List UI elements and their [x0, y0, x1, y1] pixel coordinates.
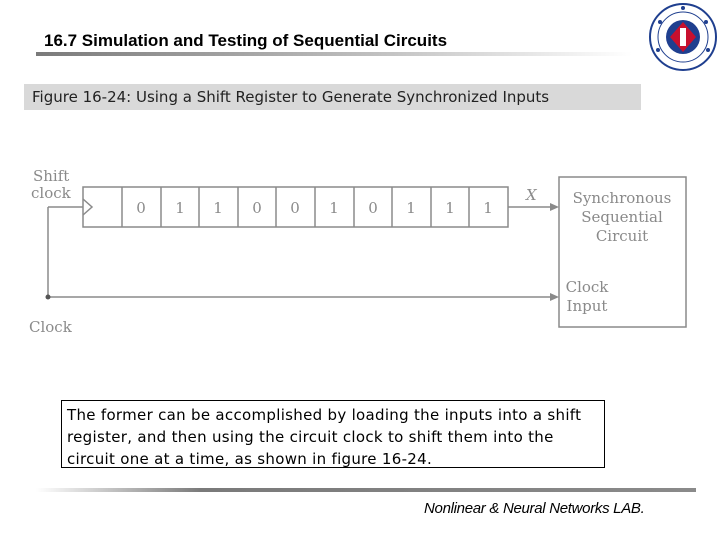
bit-cell: 0 — [368, 199, 378, 217]
circuit-label-line1: Synchronous — [572, 189, 672, 207]
bit-cell: 1 — [213, 199, 223, 217]
shift-label: Shift — [33, 167, 70, 185]
output-x-label: X — [526, 186, 537, 204]
circuit-label-line2: Sequential — [581, 208, 663, 226]
clock-source-label: Clock — [29, 318, 72, 336]
circuit-label-line3: Circuit — [595, 227, 649, 245]
bit-cell: 0 — [252, 199, 262, 217]
bit-cell: 0 — [136, 199, 146, 217]
bit-cell: 1 — [445, 199, 455, 217]
bit-cell: 1 — [329, 199, 339, 217]
bit-cell: 1 — [483, 199, 493, 217]
lab-footer: Nonlinear & Neural Networks LAB. — [424, 500, 645, 517]
slide-title: 16.7 Simulation and Testing of Sequential Circuits — [44, 31, 448, 50]
footer-divider — [36, 488, 696, 492]
bit-cell: 1 — [406, 199, 416, 217]
clock-input-label-line2: Input — [566, 297, 608, 315]
clock-input-label-line1: Clock — [565, 278, 609, 296]
bit-cell: 0 — [290, 199, 300, 217]
bit-cell: 1 — [175, 199, 185, 217]
figure-caption: Figure 16-24: Using a Shift Register to Generate Synchronized Inputs — [32, 88, 550, 106]
clock-label: clock — [31, 184, 71, 202]
explanation-textbox: The former can be accomplished by loading the inputs into a shift register, and then using the circuit clock to shift them into the circuit one at a time, as shown in figure 16-24. — [61, 400, 605, 468]
